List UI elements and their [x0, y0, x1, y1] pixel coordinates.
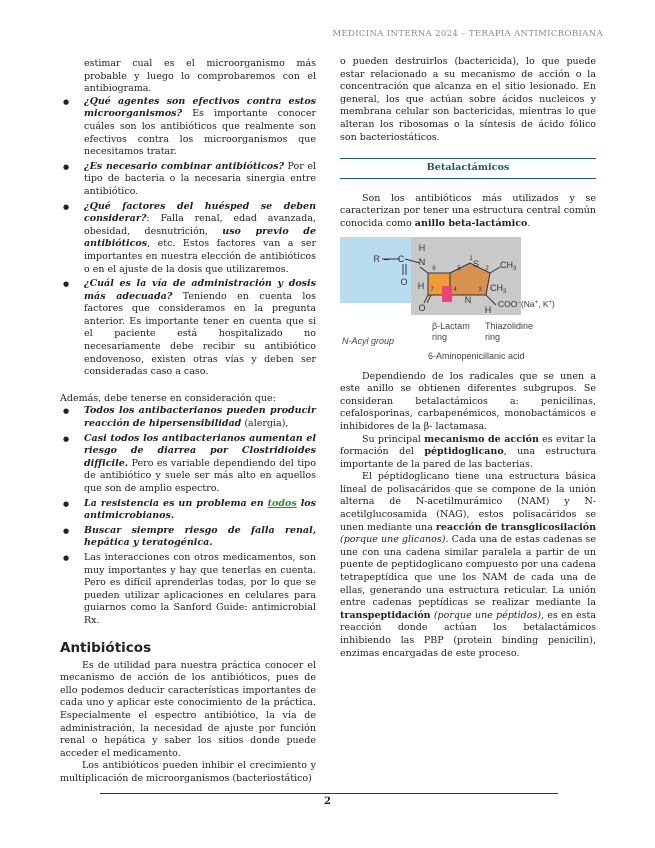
label-n-bottom: N	[464, 294, 472, 305]
paragraph: Es de utilidad para nuestra práctica conocer el mecanismo de acción de los antibióticos, pues de ello podemos deducir características importantes de cada uno y aplicar este conocimiento de la práctica. Especialmente el espectro antibiótico, la vía de administración, la necesidad de ajuste por función renal o hepática y saber los sitios donde puede acceder el medicamento.	[60, 659, 316, 759]
label-num3: 3	[478, 286, 482, 293]
consider-bold: Casi todos los antibacterianos aumentan el riesgo de diarrea por Clostridioides difficile.	[84, 432, 316, 469]
box-title: Betalactámicos	[340, 158, 596, 179]
question-text: : Falla renal, edad avanzada, obesidad, desnutrición,	[84, 213, 316, 237]
paragraph-text: Son los antibióticos más utilizados y se caracterizan por tener una estructura central común conocida como	[340, 192, 596, 229]
paragraph-emphasis: reacción de transglicosilación	[435, 521, 596, 533]
consider-text: Pero es variable dependiendo del tipo de antibiótico y suele ser más alto en aquellos que son de amplio espectro.	[84, 457, 316, 494]
paragraph-text: , es en esta reacción donde actúan los betalactámicos inhibiendo las PBP (protein binding penicilin), enzimas encargadas de este proceso.	[340, 609, 596, 659]
list-item	[60, 498, 316, 523]
consider-bold: los antimicrobianos.	[84, 497, 316, 522]
paragraph-text: .	[527, 217, 531, 229]
list-item	[60, 278, 316, 379]
label-s: S	[472, 258, 480, 269]
footer-divider	[100, 793, 558, 794]
label-h-n: H	[418, 242, 426, 253]
label-num6: 6	[432, 265, 436, 272]
list-item	[60, 161, 316, 199]
question-text: Es importante conocer cuáles son los antibióticos que realmente son efectivos contra los microorganismos que necesitamos tratar.	[84, 108, 316, 158]
question-bold: ¿Cuál es la vía de administración y dosis más adecuada?	[84, 278, 316, 302]
consider-list	[60, 405, 316, 627]
label-o-bottom: O	[418, 302, 426, 313]
consider-text: (alergia),	[241, 418, 289, 430]
list-item	[60, 525, 316, 550]
paragraph-text: Su principal	[362, 433, 425, 445]
acyl-group-region	[340, 237, 411, 303]
list-item	[60, 405, 316, 430]
label-num2: 2	[485, 265, 489, 272]
paragraph-emphasis: mecanismo de acción	[424, 433, 539, 445]
label-lactam-1: β-Lactam	[432, 320, 470, 331]
label-c: C	[397, 253, 405, 264]
page-number: 2	[324, 796, 331, 807]
label-num5: 5	[457, 265, 461, 272]
paragraph-emphasis: anillo beta-lactámico	[414, 217, 528, 229]
label-n: N	[418, 256, 426, 267]
label-ch3-a: $CH_3$	[500, 259, 517, 272]
label-lactam-2: ring	[432, 331, 448, 342]
question-list	[60, 96, 316, 379]
paragraph: Dependiendo de los radicales que se unen a este anillo se obtienen diferentes subgrupos. Se consideran betalactámicos a: penicilinas, cefalosporinas, carbapenémicos, monobactámicos e inhibidores de la β- lactamasa.	[340, 370, 596, 432]
list-item	[60, 552, 316, 628]
question-emphasis: uso previo de antibióticos	[84, 225, 316, 250]
consider-bold: La resistencia es un problema en	[84, 497, 268, 509]
label-ch3-b: $CH_3$	[490, 282, 507, 295]
consider-intro: Además, debe tenerse en consideración que:	[60, 392, 276, 404]
consider-bold: Buscar siempre riesgo de falla renal, hepática y teratogénica.	[84, 524, 316, 549]
right-column	[340, 56, 596, 660]
paragraph-text: . Cada una de estas cadenas se une con una cadena similar paralela a partir de un puente de peptidoglicano compuesto por una cadena tetrapeptídica que une los NAM de cada una de ellas, generando una estructura reticular. La unión entre cadenas peptídicas se realizar mediante la	[340, 534, 596, 609]
question-text: Teniendo en cuenta los factores que consideramos en la pregunta anterior. Es importante tener en cuenta que si el paciente está hospitalizado no necesariamente debe recibir su antibiótico endovenoso, existen otras vías y deben ser consideradas caso a caso.	[84, 290, 316, 378]
question-bold: ¿Es necesario combinar antibióticos?	[84, 160, 285, 172]
left-column	[60, 58, 316, 785]
paragraph	[340, 434, 596, 472]
label-thiaz-2: ring	[485, 331, 501, 342]
label-thiaz-1: Thiazolidine	[485, 320, 534, 331]
question-bold: ¿Qué agentes son efectivos contra estos microorganismos?	[84, 95, 316, 120]
todos-link[interactable]: todos	[267, 497, 297, 509]
label-h-left: H	[417, 280, 425, 291]
paragraph-italic: (porque une glicanos)	[340, 534, 446, 546]
cleavage-marker	[442, 286, 452, 302]
list-item	[60, 201, 316, 277]
question-bold: ¿Qué factores del huésped se deben considerar?	[84, 200, 316, 225]
penicillin-structure-diagram	[340, 237, 596, 363]
paragraph-text: , una estructura importante de la pared de las bacterias.	[340, 446, 596, 470]
label-num1: 1	[469, 255, 473, 262]
label-h-bottom: H	[484, 304, 492, 315]
paragraph-text: es evitar la formación del	[340, 433, 596, 458]
label-num4: 4	[453, 286, 457, 293]
question-text: , etc. Estos factores van a ser importantes en nuestra elección de antibióticos o en el ajuste de la dosis que utilizaremos.	[84, 238, 316, 275]
list-item	[60, 433, 316, 496]
consider-text: Las interacciones con otros medicamentos, son muy importantes y hay que tenerlas en cuenta. Pero es difícil aprenderlas todas, por lo que se pueden utilizar aplicaciones en celulares para guiarnos como la Sanford Guide: antimicrobial Rx.	[84, 551, 316, 626]
label-apa: 6-Aminopenicillanic acid	[428, 350, 525, 361]
paragraph: Los antibióticos pueden inhibir el crecimiento y multiplicación de microorganismos (bacteriostático)	[60, 760, 316, 784]
section-title: Antibióticos	[60, 639, 152, 656]
paragraph	[340, 193, 596, 231]
intro-continuation: estimar cual es el microorganismo más probable y luego lo comprobaremos con el antibiograma.	[84, 58, 316, 95]
paragraph: o pueden destruirlos (bactericida), lo que puede estar relacionado a su mecanismo de acción o la concentración que alcanza en el sitio lesionado. En general, los que actúan sobre ácidos nucleicos y membrana celular son bactericidas, mientras lo que alteran los ribosomas o la síntesis de ácido fólico son bacteriostáticos.	[340, 56, 596, 143]
paragraph-italic: (porque une péptidos)	[430, 609, 542, 621]
label-coo: COO−(Na+, K+)	[498, 298, 555, 309]
consider-bold: Todos los antibacterianos pueden producir reacción de hipersensibilidad	[84, 405, 316, 430]
label-o-top: O	[400, 276, 408, 287]
list-item	[60, 96, 316, 159]
running-header: MEDICINA INTERNA 2024 – TERAPIA ANTIMICROBIANA	[332, 29, 603, 39]
label-r: R	[373, 253, 380, 264]
label-dash: –	[384, 253, 390, 264]
label-num7: 7	[430, 286, 434, 293]
label-acyl: N-Acyl group	[342, 335, 395, 346]
penicillin-structure-figure	[340, 237, 596, 363]
paragraph-emphasis: péptidoglicano	[424, 446, 504, 458]
question-text: Por el tipo de bacteria o la necesaria sinergia entre antibiótico.	[84, 160, 317, 197]
paragraph-text: El péptidoglicano tiene una estructura básica lineal de polisacáridos que se compone de la unión alterna de N-acetilmurámico (NAM) y N-acetilglucosamida (NAG), estos polisacáridos se unen mediante una	[340, 471, 596, 533]
paragraph-emphasis: transpeptidación	[340, 609, 431, 621]
paragraph	[340, 471, 596, 660]
